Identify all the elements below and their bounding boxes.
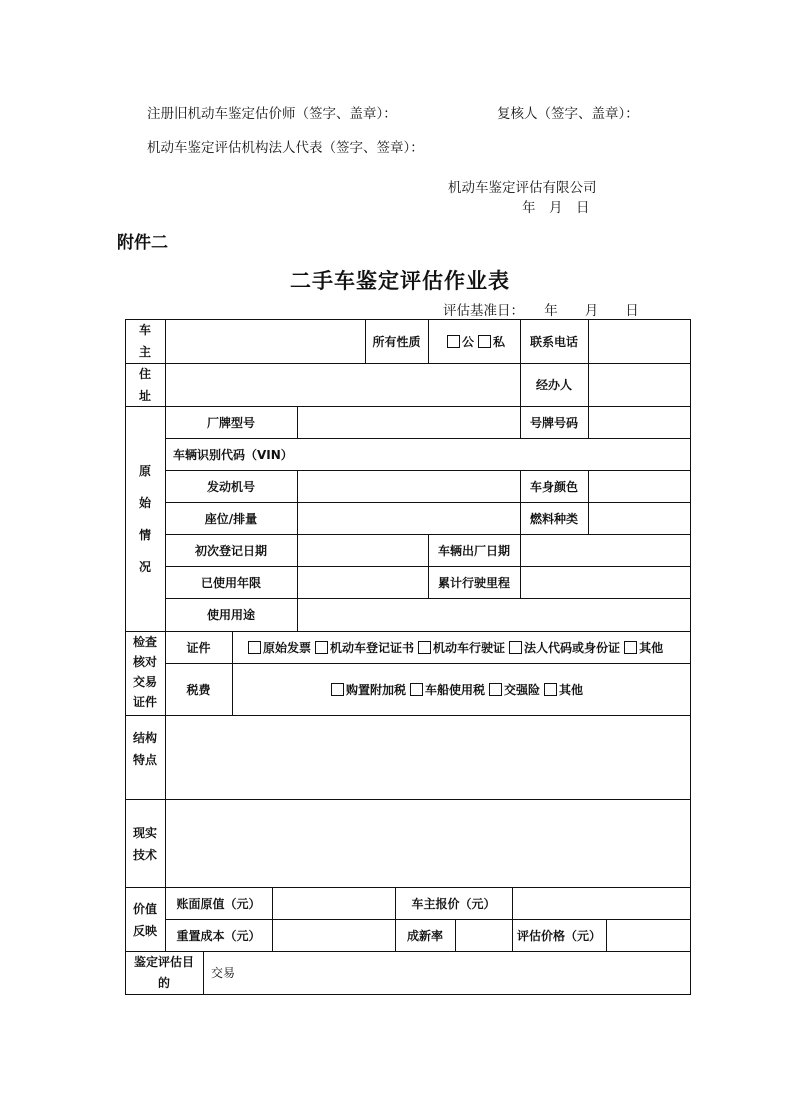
registration-certificate-label: 机动车登记证书 [330, 640, 415, 655]
owner-label [125, 319, 165, 363]
structure-label-line-1: 结构 [132, 731, 157, 745]
registration-certificate-checkbox[interactable] [315, 641, 328, 654]
docs-check-label [125, 632, 165, 712]
purchase-tax-label: 购置附加税 [346, 682, 407, 697]
company-name: 机动车鉴定评估有限公司 [448, 180, 597, 196]
private-checkbox[interactable] [478, 335, 491, 348]
driving-license-label: 机动车行驶证 [433, 640, 506, 655]
form-title: 二手车鉴定评估作业表 [290, 268, 510, 293]
fuel-type-label: 燃料种类 [529, 511, 578, 526]
compulsory-insurance-label: 交强险 [504, 682, 541, 697]
private-option-label: 私 [493, 334, 506, 349]
original-label-char-4: 况 [138, 560, 151, 574]
cert-other-label: 其他 [639, 640, 664, 655]
attachment-title: 附件二 [117, 233, 168, 253]
id-label: 法人代码或身份证 [524, 640, 621, 655]
original-label-char-2: 始 [138, 496, 151, 510]
legal-rep-signature-label: 机动车鉴定评估机构法人代表（签字、签章）： [147, 140, 424, 156]
address-label-char-1: 住 [138, 367, 151, 381]
public-option-label: 公 [461, 334, 474, 349]
handler-label: 经办人 [535, 378, 572, 392]
value-label [125, 898, 165, 942]
brand-model-label: 厂牌型号 [206, 415, 255, 430]
vin-label: 车辆识别代码（VIN） [173, 447, 293, 462]
tax-label: 税费 [186, 682, 211, 697]
owner-label-char-1: 车 [138, 323, 151, 337]
seats-displacement-label: 座位/排量 [204, 511, 258, 526]
owner-label-char-2: 主 [138, 345, 151, 359]
base-date: 评估基准日： 年 月 日 [443, 303, 639, 319]
tax-options [327, 663, 690, 715]
docs-label-line-3: 交易 [132, 675, 157, 689]
appraiser-signature-label: 注册旧机动车鉴定估价师（签字、盖章）： [147, 106, 397, 122]
ownership-type-label: 所有性质 [372, 334, 421, 349]
usage-label: 使用用途 [206, 608, 255, 622]
value-label-line-1: 价值 [132, 902, 157, 916]
id-checkbox[interactable] [509, 641, 522, 654]
public-checkbox[interactable] [447, 335, 460, 348]
phone-label: 联系电话 [529, 334, 578, 349]
newness-rate-label: 成新率 [406, 928, 443, 943]
docs-label-line-2: 核对 [132, 655, 157, 669]
original-invoice-label: 原始发票 [263, 640, 312, 655]
tech-label-line-2: 技术 [132, 848, 157, 862]
original-label-char-1: 原 [138, 464, 151, 478]
structure-label-line-2: 特点 [132, 753, 157, 767]
address-label-char-2: 址 [138, 389, 151, 403]
ownership-options [428, 319, 520, 363]
mileage-label: 累计行驶里程 [437, 575, 510, 590]
tax-other-checkbox[interactable] [544, 683, 557, 696]
original-label-char-3: 情 [138, 528, 151, 542]
original-invoice-checkbox[interactable] [248, 641, 261, 654]
address-label [125, 363, 165, 406]
body-color-label: 车身颜色 [529, 479, 578, 494]
reviewer-signature-label: 复核人（签字、盖章）： [497, 106, 639, 122]
appraised-price-label: 评估价格（元） [516, 928, 601, 943]
replacement-cost-label: 重置成本（元） [176, 928, 261, 943]
header-date: 年 月 日 [522, 200, 590, 216]
purpose-label-line-1: 鉴定评估目 [133, 955, 194, 969]
certificate-label: 证件 [186, 640, 211, 655]
original-info-label [125, 455, 165, 583]
vehicle-tax-label: 车船使用税 [425, 682, 486, 697]
vehicle-tax-checkbox[interactable] [410, 683, 423, 696]
purchase-tax-checkbox[interactable] [331, 683, 344, 696]
purpose-value: 交易 [211, 966, 236, 980]
docs-label-line-4: 证件 [132, 695, 157, 709]
driving-license-checkbox[interactable] [418, 641, 431, 654]
compulsory-insurance-checkbox[interactable] [489, 683, 502, 696]
tax-other-label: 其他 [559, 682, 584, 697]
purpose-label [125, 952, 203, 994]
structure-label [125, 727, 165, 771]
first-registration-date-label: 初次登记日期 [194, 543, 267, 558]
value-label-line-2: 反映 [132, 924, 157, 938]
docs-label-line-1: 检查 [132, 635, 157, 649]
engine-number-label: 发动机号 [206, 479, 255, 494]
cert-other-checkbox[interactable] [624, 641, 637, 654]
plate-number-label: 号牌号码 [529, 415, 578, 430]
book-value-label: 账面原值（元） [176, 896, 261, 911]
purpose-label-line-2: 的 [157, 976, 170, 990]
tech-label [125, 822, 165, 866]
certificate-options [244, 631, 690, 663]
owner-quote-label: 车主报价（元） [411, 896, 496, 911]
factory-date-label: 车辆出厂日期 [437, 543, 510, 558]
tech-label-line-1: 现实 [132, 826, 157, 840]
used-years-label: 已使用年限 [200, 575, 261, 590]
